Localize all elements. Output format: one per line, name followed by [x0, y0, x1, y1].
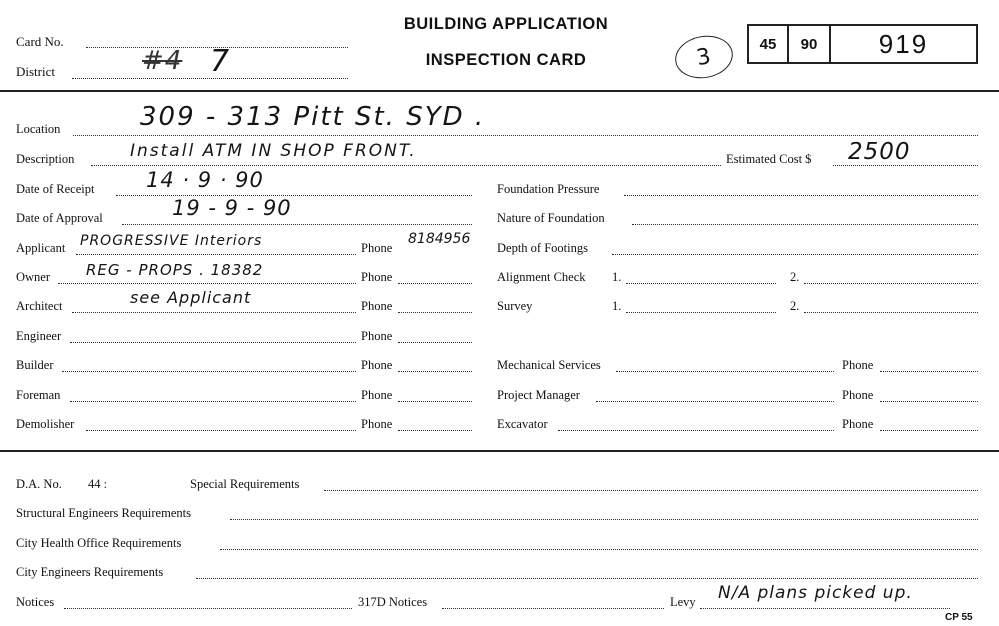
applicant-line[interactable] [76, 254, 356, 255]
foreman-line[interactable] [70, 401, 356, 402]
location-label: Location [16, 122, 61, 136]
circled-number-text: 3 [694, 43, 714, 71]
survey-num-2: 2. [790, 299, 800, 313]
survey-line-1[interactable] [626, 312, 776, 313]
notices-line[interactable] [64, 608, 352, 609]
survey-num-1: 1. [612, 299, 622, 313]
estimated-cost-label: Estimated Cost $ [726, 152, 812, 166]
card-number-box-1: 45 [747, 24, 789, 64]
alignment-num-2: 2. [790, 270, 800, 284]
form-title-line1: BUILDING APPLICATION [403, 15, 609, 33]
header-rule [0, 90, 999, 92]
engineer-line[interactable] [70, 342, 356, 343]
structural-engineers-label: Structural Engineers Requirements [16, 506, 191, 520]
city-engineers-line[interactable] [196, 578, 978, 579]
district-label: District [16, 64, 55, 79]
excavator-label: Excavator [497, 417, 548, 431]
survey-label: Survey [497, 299, 533, 313]
applicant-phone-label: Phone [361, 241, 393, 255]
circled-number [672, 31, 736, 82]
card-number-box-3: 919 [829, 24, 978, 64]
da-no-value: 44 : [88, 477, 108, 491]
special-requirements-line[interactable] [324, 490, 978, 491]
survey-line-2[interactable] [804, 312, 978, 313]
health-office-line[interactable] [220, 549, 978, 550]
architect-phone-label: Phone [361, 299, 393, 313]
owner-line[interactable] [58, 283, 356, 284]
builder-line[interactable] [62, 371, 356, 372]
engineer-phone-line[interactable] [398, 342, 472, 343]
demolisher-line[interactable] [86, 430, 356, 431]
levy-label: Levy [670, 595, 696, 609]
alignment-line-2[interactable] [804, 283, 978, 284]
notices-317d-line[interactable] [442, 608, 664, 609]
city-engineers-label: City Engineers Requirements [16, 565, 164, 579]
mechanical-services-label: Mechanical Services [497, 358, 601, 372]
foundation-pressure-label: Foundation Pressure [497, 182, 600, 196]
foreman-phone-label: Phone [361, 388, 393, 402]
date-receipt-label: Date of Receipt [16, 182, 95, 196]
architect-label: Architect [16, 299, 63, 313]
description-label: Description [16, 152, 75, 166]
excavator-phone-line[interactable] [880, 430, 978, 431]
estimated-cost-line[interactable] [833, 165, 978, 166]
excavator-line[interactable] [558, 430, 834, 431]
excavator-phone-label: Phone [842, 417, 874, 431]
depth-footings-label: Depth of Footings [497, 241, 588, 255]
mechanical-phone-line[interactable] [880, 371, 978, 372]
mechanical-services-line[interactable] [616, 371, 834, 372]
engineer-phone-label: Phone [361, 329, 393, 343]
foreman-label: Foreman [16, 388, 61, 402]
demolisher-phone-label: Phone [361, 417, 393, 431]
alignment-num-1: 1. [612, 270, 622, 284]
alignment-line-1[interactable] [626, 283, 776, 284]
estimated-cost-value: 2500 [848, 139, 911, 165]
health-office-label: City Health Office Requirements [16, 536, 182, 550]
district-value: 7 [210, 44, 231, 79]
date-receipt-line[interactable] [116, 195, 472, 196]
owner-label: Owner [16, 270, 51, 284]
description-line[interactable] [91, 165, 721, 166]
section-rule [0, 450, 999, 452]
description-value: Install ATM IN SHOP FRONT. [130, 141, 417, 161]
date-approval-label: Date of Approval [16, 211, 103, 225]
form-title-line2: INSPECTION CARD [425, 51, 587, 69]
owner-value: REG - PROPS . 18382 [86, 261, 264, 279]
location-line[interactable] [73, 135, 978, 136]
nature-foundation-label: Nature of Foundation [497, 211, 605, 225]
alignment-check-label: Alignment Check [497, 270, 586, 284]
demolisher-phone-line[interactable] [398, 430, 472, 431]
architect-phone-line[interactable] [398, 312, 472, 313]
levy-value: N/A plans picked up. [718, 583, 913, 603]
applicant-phone-value: 8184956 [408, 231, 471, 247]
owner-phone-label: Phone [361, 270, 393, 284]
struck-district-mark: #4 [142, 46, 183, 76]
date-approval-line[interactable] [122, 224, 472, 225]
builder-phone-line[interactable] [398, 371, 472, 372]
engineer-label: Engineer [16, 329, 62, 343]
mechanical-phone-label: Phone [842, 358, 874, 372]
form-code: CP 55 [945, 612, 973, 623]
project-manager-phone-line[interactable] [880, 401, 978, 402]
owner-phone-line[interactable] [398, 283, 472, 284]
demolisher-label: Demolisher [16, 417, 75, 431]
project-manager-phone-label: Phone [842, 388, 874, 402]
applicant-label: Applicant [16, 241, 66, 255]
project-manager-line[interactable] [596, 401, 834, 402]
foundation-pressure-line[interactable] [624, 195, 978, 196]
special-requirements-label: Special Requirements [190, 477, 300, 491]
card-number-box-2: 90 [787, 24, 831, 64]
notices-label: Notices [16, 595, 55, 609]
builder-label: Builder [16, 358, 54, 372]
architect-line[interactable] [72, 312, 356, 313]
applicant-value: PROGRESSIVE Interiors [80, 233, 263, 249]
card-no-label: Card No. [16, 34, 64, 49]
builder-phone-label: Phone [361, 358, 393, 372]
da-no-label: D.A. No. [16, 477, 62, 491]
levy-line[interactable] [700, 608, 950, 609]
date-approval-value: 19 - 9 - 90 [172, 196, 292, 220]
depth-footings-line[interactable] [612, 254, 978, 255]
structural-engineers-line[interactable] [230, 519, 978, 520]
nature-foundation-line[interactable] [632, 224, 978, 225]
date-receipt-value: 14 · 9 · 90 [146, 168, 264, 192]
foreman-phone-line[interactable] [398, 401, 472, 402]
project-manager-label: Project Manager [497, 388, 580, 402]
notices-317d-label: 317D Notices [358, 595, 428, 609]
location-value: 309 - 313 Pitt St. SYD . [140, 102, 486, 132]
architect-value: see Applicant [130, 288, 252, 307]
